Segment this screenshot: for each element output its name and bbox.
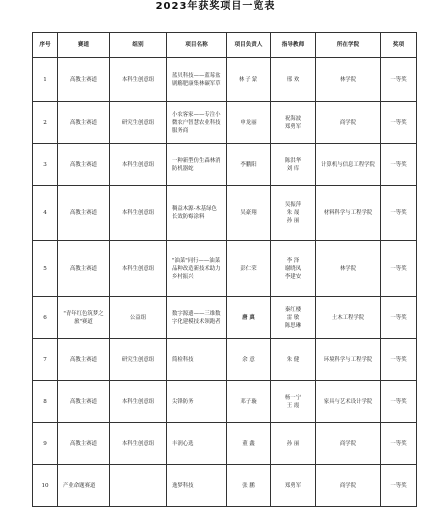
- advisor-name: 朱 晟: [286, 210, 300, 216]
- advisor-name: 李 泽: [286, 257, 300, 264]
- cell-college: 土木工程学院: [316, 297, 381, 339]
- header-no: 序号: [33, 33, 58, 58]
- cell-project: 小农客家——专注小微农户智慧农业科技服务商: [167, 102, 227, 144]
- cell-advisor: [271, 58, 316, 102]
- cell-award: 一等奖: [381, 381, 417, 423]
- cell-project: 尖锋防务: [167, 381, 227, 423]
- cell-group: 本科生创意组: [110, 186, 167, 241]
- cell-project: 简检科技: [167, 339, 227, 381]
- cell-no: 9: [33, 423, 58, 465]
- cell-leader: 邓子璇: [227, 381, 271, 423]
- cell-no: 8: [33, 381, 58, 423]
- header-award: 奖项: [381, 33, 417, 58]
- cell-no: 2: [33, 102, 58, 144]
- cell-project: "油菜"同行——油菜品种改造新技术助力乡村振兴: [167, 241, 227, 297]
- cell-group: 本科生创意组: [110, 381, 167, 423]
- cell-track: 产业命题赛道: [58, 465, 110, 507]
- advisor-name: 邢 欢: [286, 76, 300, 83]
- cell-no: 1: [33, 58, 58, 102]
- advisor-name: 陈洪华: [284, 157, 302, 164]
- cell-college: 商学院: [316, 102, 381, 144]
- cell-leader: 唐 真: [227, 297, 271, 339]
- cell-college: 林学院: [316, 241, 381, 297]
- cell-no: 7: [33, 339, 58, 381]
- cell-group: 本科生创意组: [110, 423, 167, 465]
- cell-leader: 彭仁荣: [227, 241, 271, 297]
- cell-award: 一等奖: [381, 423, 417, 465]
- cell-project: 丰润心选: [167, 423, 227, 465]
- cell-track: 高教主赛道: [58, 423, 110, 465]
- cell-award: 一等奖: [381, 58, 417, 102]
- cell-group: 本科生创意组: [110, 241, 167, 297]
- cell-no: 6: [33, 297, 58, 339]
- cell-college: 环境科学与工程学院: [316, 339, 381, 381]
- advisor-name: 谢晓凤: [284, 265, 302, 272]
- table-row: [33, 186, 417, 241]
- table-row: [33, 58, 417, 102]
- cell-leader: 董 鑫: [227, 423, 271, 465]
- cell-track: 高教主赛道: [58, 339, 110, 381]
- cell-leader: 余 意: [227, 339, 271, 381]
- advisor-name: 李建安: [284, 273, 302, 280]
- table-row: [33, 102, 417, 144]
- cell-project: 稠益木源-木基绿色长效防霉涂料: [167, 186, 227, 241]
- cell-track: 高教主赛道: [58, 241, 110, 297]
- cell-advisor: [271, 144, 316, 186]
- header-row: [33, 33, 417, 58]
- cell-leader: 李鹏阳: [227, 144, 271, 186]
- advisor-name: 祝海波: [284, 115, 302, 122]
- advisor-name: 朱 健: [286, 356, 300, 363]
- table-row: [33, 381, 417, 423]
- table-row: [33, 241, 417, 297]
- cell-advisor: [271, 339, 316, 381]
- advisor-name: 吴振萍: [284, 202, 302, 208]
- cell-college: 材料科学与工程学院: [316, 186, 381, 241]
- advisor-name: 刘 库: [286, 165, 300, 172]
- cell-track: "青年红色筑梦之旅"赛道: [58, 297, 110, 339]
- cell-project: 一种新型仿生森林消防机器蛇: [167, 144, 227, 186]
- cell-award: 一等奖: [381, 339, 417, 381]
- advisor-name: 孙 丽: [286, 440, 300, 447]
- advisor-name: 王 霞: [286, 402, 300, 409]
- cell-no: 3: [33, 144, 58, 186]
- cell-award: 一等奖: [381, 297, 417, 339]
- cell-college: 林学院: [316, 58, 381, 102]
- table-row: [33, 297, 417, 339]
- cell-award: 一等奖: [381, 144, 417, 186]
- cell-advisor: [271, 241, 316, 297]
- header-leader: 项目负责人: [227, 33, 271, 58]
- advisor-name: 郑勇军: [284, 123, 302, 130]
- table-row: [33, 465, 417, 507]
- advisor-name: 郑勇军: [284, 482, 302, 489]
- cell-leader: 林子蒙: [227, 58, 271, 102]
- header-project: 项目名称: [167, 33, 227, 58]
- cell-group: 本科生创意组: [110, 144, 167, 186]
- header-college: 所在学院: [316, 33, 381, 58]
- table-row: [33, 339, 417, 381]
- cell-track: 高教主赛道: [58, 102, 110, 144]
- cell-project: 逸梦科技: [167, 465, 227, 507]
- cell-group: [110, 465, 167, 507]
- header-advisor: 指导教师: [271, 33, 316, 58]
- cell-leader: 申龙丽: [227, 102, 271, 144]
- cell-track: 高教主赛道: [58, 381, 110, 423]
- cell-leader: 张 鹏: [227, 465, 271, 507]
- cell-project: 蓝贝科技——蓝莓盆剧觞肥康集林碳军草: [167, 58, 227, 102]
- advisor-name: 陈思琳: [284, 322, 302, 329]
- cell-advisor: [271, 381, 316, 423]
- cell-group: 研究生创意组: [110, 102, 167, 144]
- cell-college: 商学院: [316, 423, 381, 465]
- cell-college: 计算机与信息工程学院: [316, 144, 381, 186]
- advisor-name: 雷 敏: [286, 314, 300, 321]
- cell-award: 一等奖: [381, 186, 417, 241]
- advisor-name: 秦红楼: [284, 306, 302, 313]
- cell-advisor: [271, 102, 316, 144]
- advisor-name: 杨一宁: [284, 394, 302, 401]
- cell-group: 本科生创意组: [110, 58, 167, 102]
- cell-advisor: [271, 186, 316, 241]
- cell-no: 5: [33, 241, 58, 297]
- cell-track: 高教主赛道: [58, 186, 110, 241]
- cell-college: 商学院: [316, 465, 381, 507]
- header-group: 组别: [110, 33, 167, 58]
- cell-project: 数字源遗——三维数字化建模技术领跑者: [167, 297, 227, 339]
- cell-track: 高教主赛道: [58, 58, 110, 102]
- table-row: [33, 423, 417, 465]
- cell-no: 4: [33, 186, 58, 241]
- cell-award: 一等奖: [381, 102, 417, 144]
- cell-group: 公益组: [110, 297, 167, 339]
- cell-award: 一等奖: [381, 465, 417, 507]
- header-track: 赛道: [58, 33, 110, 58]
- advisor-name: 孙 丽: [286, 218, 300, 224]
- cell-track: 高教主赛道: [58, 144, 110, 186]
- cell-advisor: [271, 465, 316, 507]
- awards-table: [32, 32, 417, 507]
- cell-no: 10: [33, 465, 58, 507]
- cell-college: 家具与艺术设计学院: [316, 381, 381, 423]
- cell-leader: 吴豪翔: [227, 186, 271, 241]
- page-title: 2023年获奖项目一览表: [155, 1, 276, 12]
- table-row: [33, 144, 417, 186]
- cell-advisor: [271, 297, 316, 339]
- cell-group: 研究生创意组: [110, 339, 167, 381]
- cell-advisor: [271, 423, 316, 465]
- cell-award: 一等奖: [381, 241, 417, 297]
